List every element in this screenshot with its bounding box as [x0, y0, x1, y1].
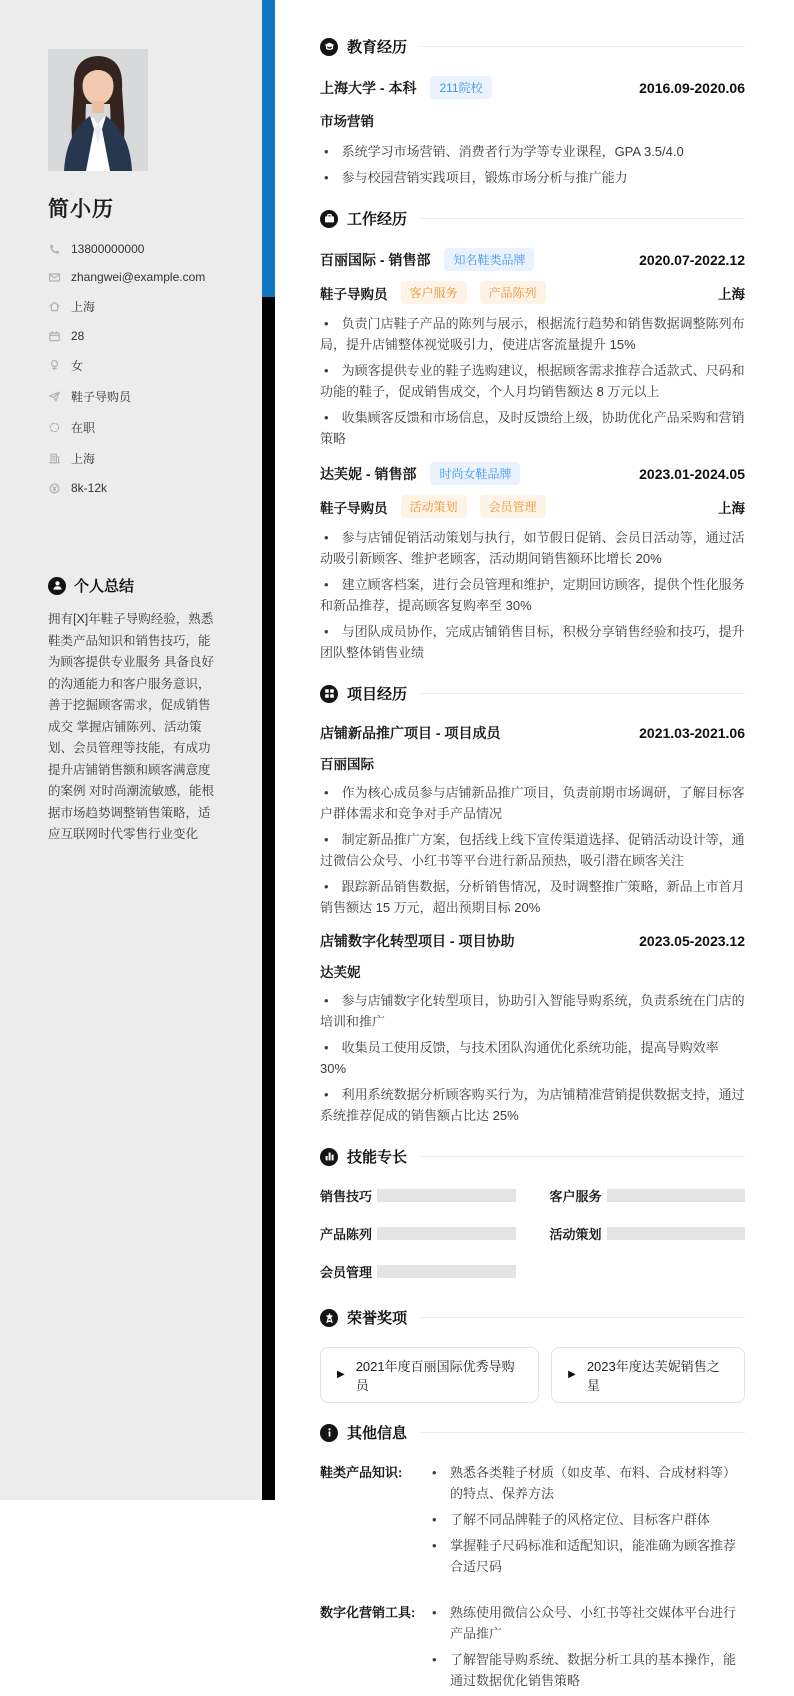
section-title: 教育经历	[347, 39, 408, 56]
job-tag: 会员管理	[480, 495, 546, 518]
contact-item-phone	[48, 242, 236, 256]
job-tag: 客户服务	[401, 281, 467, 304]
skill-row	[550, 1224, 746, 1243]
job-location: 上海	[718, 286, 745, 302]
honor-list	[320, 1347, 745, 1403]
bullet-item: • 建立顾客档案，进行会员管理和维护，定期回访顾客，提供个性化服务和新品推荐，提高顾客复购率至 30%	[320, 574, 745, 616]
skill-bar-track	[377, 1265, 516, 1278]
job-entry-header	[320, 248, 745, 271]
status-icon	[48, 421, 61, 434]
bullet-list	[320, 527, 745, 663]
sidebar	[0, 0, 262, 1500]
summary-section	[48, 575, 236, 846]
job-date: 2020.07-2022.12	[639, 251, 745, 268]
contact-text: 鞋子导购员	[71, 390, 132, 404]
graduation-cap-icon	[320, 38, 338, 56]
section-title: 荣誉奖项	[347, 1310, 408, 1327]
school-name: 上海大学 - 本科	[320, 79, 417, 96]
bullet-item: • 参与店铺促销活动策划与执行，如节假日促销、会员日活动等，通过活动吸引新顾客、维护老顾客，活动期间销售额环比增长 20%	[320, 527, 745, 569]
bullet-item: • 收集员工使用反馈，与技术团队沟通优化系统功能，提高导购效率 30%	[320, 1037, 745, 1079]
bullet-list	[320, 990, 745, 1126]
summary-text: 拥有[X]年鞋子导购经验，熟悉鞋类产品知识和销售技巧，能为顾客提供专业服务 具备良好的沟通能力和客户服务意识，善于挖掘顾客需求，促成销售成交 掌握店铺陈列、活动策划、会员管理等技能，有成功提升店铺销售额和顾客满意度的案例 对时尚潮流敏感，能根据市场趋势调整销售策略，适应互联网时代零售行业变化	[48, 612, 214, 841]
skill-bar-track	[377, 1189, 516, 1202]
section-divider	[421, 1317, 745, 1318]
section-title: 工作经历	[347, 211, 408, 228]
skill-bar-track	[607, 1189, 746, 1202]
job-date: 2023.01-2024.05	[639, 465, 745, 482]
skill-label: 客户服务	[549, 1189, 602, 1204]
contact-item-age	[48, 329, 236, 343]
education-date: 2016.09-2020.06	[639, 79, 745, 96]
honors-section	[320, 1307, 745, 1403]
project-name: 店铺新品推广项目 - 项目成员	[320, 725, 501, 741]
job-role-row	[320, 495, 745, 518]
other-info-group	[320, 1602, 745, 1696]
job-location: 上海	[718, 500, 745, 516]
section-title: 项目经历	[347, 686, 408, 703]
job-entry-header	[320, 462, 745, 485]
bullet-item: • 与团队成员协作，完成店铺销售目标，积极分享销售经验和技巧，提升团队整体销售业绩	[320, 621, 745, 663]
contact-text: 28	[71, 329, 85, 343]
bullet-item: • 参与店铺数字化转型项目，协助引入智能导购系统，负责系统在门店的培训和推广	[320, 990, 745, 1032]
summary-header	[48, 575, 236, 596]
work-header	[320, 208, 745, 229]
bullet-item: • 利用系统数据分析顾客购买行为，为店铺精准营销提供数据支持，通过系统推荐促成的销售额占比达 25%	[320, 1084, 745, 1126]
skill-row	[550, 1186, 746, 1205]
bullet-item: • 制定新品推广方案，包括线上线下宣传渠道选择、促销活动设计等，通过微信公众号、小红书等平台进行新品预热，吸引潜在顾客关注	[320, 829, 745, 871]
bullet-list	[320, 141, 745, 188]
bullet-list	[320, 782, 745, 918]
bullet-item: • 掌握鞋子尺码标准和适配知识，能准确为顾客推荐合适尺码	[426, 1535, 745, 1577]
project-entry-header	[320, 723, 745, 743]
contact-text: 13800000000	[71, 242, 145, 256]
section-divider	[421, 1156, 745, 1157]
mail-icon	[48, 271, 61, 284]
contact-text: 女	[71, 359, 84, 373]
skill-bar-track	[607, 1227, 746, 1240]
bullet-item: • 了解不同品牌鞋子的风格定位、目标客户群体	[426, 1509, 745, 1530]
project-date: 2021.03-2021.06	[639, 725, 745, 741]
bullet-item: • 作为核心成员参与店铺新品推广项目，负责前期市场调研，了解目标客户群体需求和竞争对手产品情况	[320, 782, 745, 824]
other-info-section	[320, 1422, 745, 1696]
projects-section	[320, 683, 745, 1126]
skill-label: 销售技巧	[320, 1189, 373, 1204]
honor-text: 2023年度达芙妮销售之星	[586, 1359, 720, 1393]
work-section	[320, 208, 745, 663]
bullet-item: • 为顾客提供专业的鞋子选购建议，根据顾客需求推荐合适款式、尺码和功能的鞋子，促成销售成交，个人月均销售额达 8 万元以上	[320, 360, 745, 402]
job-role-row	[320, 281, 745, 304]
bullet-list	[320, 313, 745, 449]
gender-icon	[48, 359, 61, 372]
section-divider	[421, 218, 745, 219]
accent-stripe-blue	[262, 0, 275, 297]
job-role: 鞋子导购员	[320, 286, 388, 302]
accent-stripe-black	[262, 297, 275, 1500]
skills-grid	[320, 1186, 745, 1281]
contact-item-address	[48, 298, 236, 315]
skill-label: 活动策划	[549, 1227, 602, 1242]
candidate-name: 简小历	[48, 198, 114, 221]
briefcase-icon	[320, 210, 338, 228]
summary-title: 个人总结	[74, 578, 135, 595]
play-triangle-icon: ▶	[568, 1369, 576, 1380]
job-entry	[320, 248, 745, 449]
honors-header	[320, 1307, 745, 1328]
project-name: 店铺数字化转型项目 - 项目协助	[320, 933, 515, 949]
bullet-item: • 负责门店鞋子产品的陈列与展示，根据流行趋势和销售数据调整陈列布局，提升店铺整体视觉吸引力，使进店客流量提升 15%	[320, 313, 745, 355]
medal-icon	[320, 1309, 338, 1327]
contact-item-gender	[48, 357, 236, 374]
project-entry	[320, 723, 745, 918]
bullet-item: • 跟踪新品销售数据，分析销售情况，及时调整推广策略，新品上市首月销售额达 15 万元，超出预期目标 20%	[320, 876, 745, 918]
contact-text: 8k-12k	[71, 481, 108, 495]
bullet-item: • 熟练使用微信公众号、小红书等社交媒体平台进行产品推广	[426, 1602, 745, 1644]
education-header	[320, 36, 745, 57]
section-title: 其他信息	[347, 1425, 408, 1442]
honor-item	[320, 1347, 539, 1403]
bullet-item: • 了解智能导购系统、数据分析工具的基本操作，能通过数据优化销售策略	[426, 1649, 745, 1691]
contact-item-position	[48, 388, 236, 405]
group-label: 鞋类产品知识:	[320, 1465, 403, 1480]
contact-text: 上海	[71, 300, 96, 314]
contact-text: 上海	[71, 452, 96, 466]
salary-icon	[48, 482, 61, 495]
play-triangle-icon: ▶	[337, 1369, 345, 1380]
group-label: 数字化营销工具:	[320, 1605, 416, 1620]
accent-stripe	[262, 0, 275, 1500]
job-role: 鞋子导购员	[320, 500, 388, 516]
bullet-item: • 熟悉各类鞋子材质（如皮革、布料、合成材料等）的特点、保养方法	[426, 1462, 745, 1504]
project-org: 百丽国际	[320, 757, 374, 772]
skill-label: 会员管理	[320, 1265, 373, 1280]
grid-icon	[320, 685, 338, 703]
company-badge: 时尚女鞋品牌	[430, 462, 520, 485]
position-icon	[48, 390, 61, 403]
bullet-item: • 系统学习市场营销、消费者行为学等专业课程，GPA 3.5/4.0	[320, 141, 745, 162]
home-icon	[48, 300, 61, 313]
profile-photo	[48, 49, 148, 171]
person-icon	[48, 577, 66, 595]
contact-item-city	[48, 450, 236, 467]
skill-row	[320, 1224, 516, 1243]
other-info-group	[320, 1462, 745, 1582]
company-name: 达芙妮 - 销售部	[320, 465, 417, 482]
school-badge: 211院校	[430, 76, 491, 99]
bullet-list	[426, 1602, 745, 1696]
company-badge: 知名鞋类品牌	[444, 248, 534, 271]
info-icon	[320, 1424, 338, 1442]
company-name: 百丽国际 - 销售部	[320, 251, 431, 268]
bullet-item: • 参与校园营销实践项目，锻炼市场分析与推广能力	[320, 167, 745, 188]
section-divider	[421, 46, 745, 47]
contact-text: 在职	[71, 421, 96, 435]
skills-header	[320, 1146, 745, 1167]
contact-item-salary	[48, 481, 236, 495]
section-divider	[421, 693, 745, 694]
section-title: 技能专长	[347, 1149, 408, 1166]
resume-main	[275, 0, 794, 1688]
bar-chart-icon	[320, 1148, 338, 1166]
phone-icon	[48, 243, 61, 256]
job-tag: 产品陈列	[480, 281, 546, 304]
bullet-list	[426, 1462, 745, 1582]
city-icon	[48, 452, 61, 465]
job-tag: 活动策划	[401, 495, 467, 518]
project-entry-header	[320, 931, 745, 951]
skill-bar-track	[377, 1227, 516, 1240]
section-divider	[421, 1432, 745, 1433]
project-entry	[320, 931, 745, 1126]
education-section	[320, 36, 745, 188]
other-info-header	[320, 1422, 745, 1443]
contact-list	[48, 242, 236, 495]
bullet-item: • 收集顾客反馈和市场信息，及时反馈给上级，协助优化产品采购和营销策略	[320, 407, 745, 449]
contact-item-status	[48, 419, 236, 436]
contact-item-email	[48, 270, 236, 284]
education-entry-header	[320, 76, 745, 99]
major: 市场营销	[320, 114, 374, 129]
job-entry	[320, 462, 745, 663]
honor-item	[551, 1347, 745, 1403]
skill-label: 产品陈列	[320, 1227, 373, 1242]
skill-row	[320, 1186, 516, 1205]
project-date: 2023.05-2023.12	[639, 933, 745, 949]
honor-text: 2021年度百丽国际优秀导购员	[355, 1359, 515, 1393]
skills-section	[320, 1146, 745, 1281]
projects-header	[320, 683, 745, 704]
contact-text: zhangwei@example.com	[71, 270, 206, 284]
age-icon	[48, 330, 61, 343]
skill-row	[320, 1262, 516, 1281]
project-org: 达芙妮	[320, 965, 361, 980]
